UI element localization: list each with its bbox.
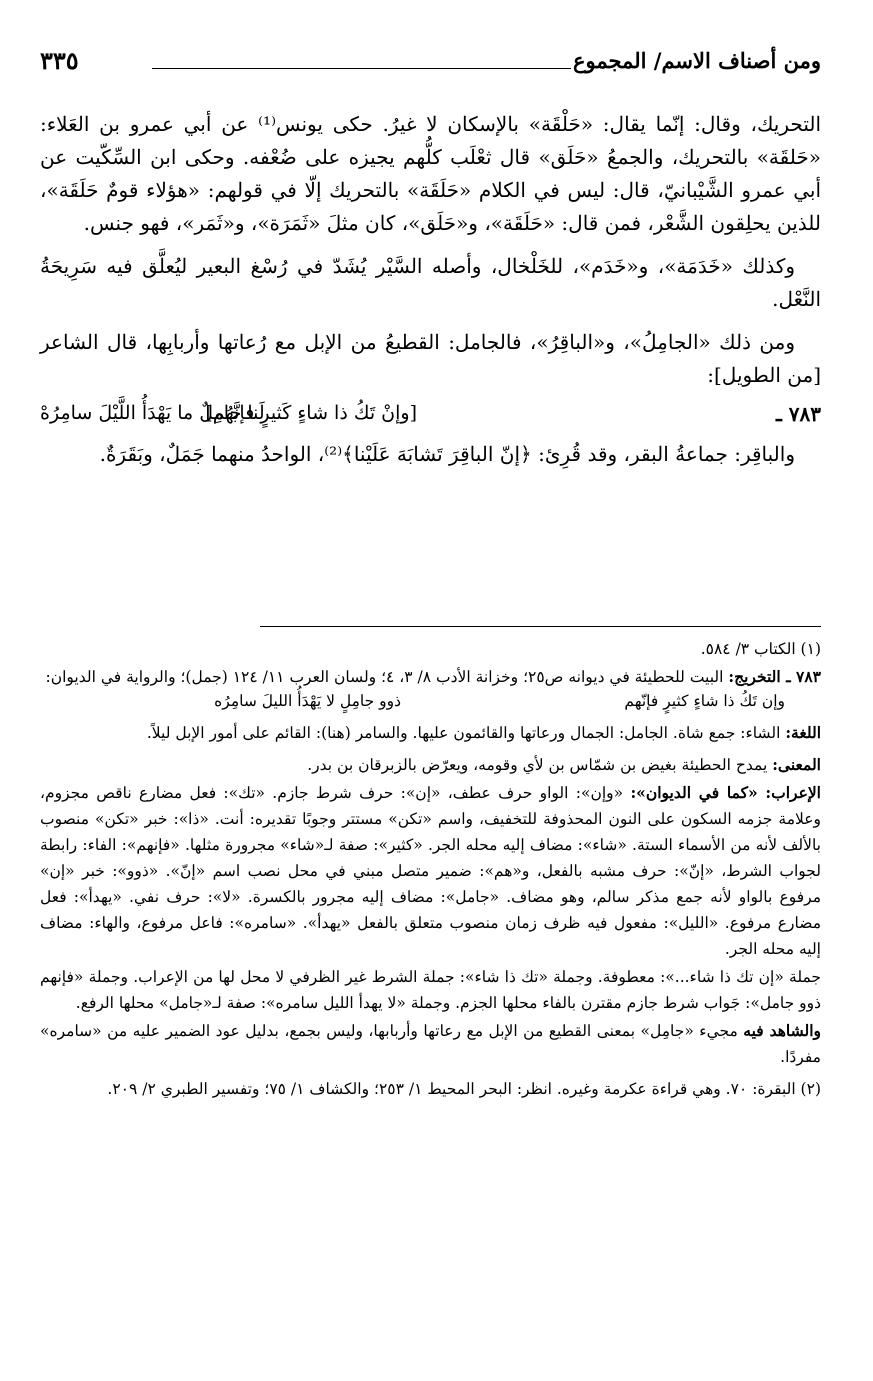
text-line: سَرِيحَةُ النَّعْل. bbox=[40, 254, 821, 311]
text-line: العَلاء: «حَلقَة» بالتحريك، والجمعُ «حَلَق» قال ثعْلَب كلُّهم يجيزه على ضُعْفه. وحكى bbox=[40, 112, 821, 169]
irab-text: «وإن»: الواو حرف عطف، «إن»: حرف شرط جازم. «تك»: فعل مضارع ناقص مجزوم، وعلامة جزمه السكون على النون المحذوفة للتخفيف، واسم «تكن» مستتر وجوبًا تقديره: أنت. «ذا»: خبر «تكن» منصوب بالألف لأنه من الأسماء الستة. «شاء»: مضاف إليه محله الجر. «كثير»: صفة لـ«شاء» مجرورة مثلها. «فإنهم»: الفاء: رابطة لجواب الشرط، «إنّ»: حرف مشبه بالفعل، و«هم»: ضمير متصل مبني في محل نصب اسم «إنّ». «ذوو»: خبر «إن» مرفوع بالواو لأنه جمع مذكر سالم، وهو مضاف. «جامل»: مضاف إليه مجرور بالكسرة. «لا»: حرف نفي. «يهدأ»: فعل مضارع مرفوع. «الليل»: مفعول فيه ظرف زمان منصوب متعلق بالفعل «يهدأ». «سامره»: فاعل مرفوع، والهاء: مضاف إليه محله الجر. bbox=[40, 784, 821, 958]
text-line: قال الشاعر [من الطويل]: bbox=[40, 330, 821, 387]
footnote-1: (١) الكتاب ٣/ ٥٨٤. bbox=[700, 640, 821, 658]
poetry-verse bbox=[40, 402, 821, 438]
lugha-block bbox=[40, 720, 821, 746]
lugha-text: الشاء: جمع شاة. الجامل: الجمال ورعاتها والقائمون عليها. والسامر (هنا): القائم على أمور الإبل ليلاً. bbox=[146, 724, 781, 742]
irab-label: الإعراب: «كما في الديوان»: bbox=[630, 783, 821, 802]
text-line: التحريك، وقال: إنّما يقال: «حَلْقَة» بالإسكان لا غيرُ. حكى يونس⁽¹⁾ عن أبي عمرو بن bbox=[99, 112, 822, 136]
paragraph-4 bbox=[40, 438, 821, 471]
footnotes bbox=[40, 636, 821, 1104]
text-line: جَمَلٌ، وبَقَرَةٌ. bbox=[99, 442, 205, 466]
header-rule bbox=[152, 68, 571, 69]
jumal-block: جملة «إن تك ذا شاء...»: معطوفة. وجملة «تك ذا شاء»: جملة الشرط غير الظرفي لا محل لها من الإعراب. وجملة «فإنهم ذوو جامل»: جَواب شرط جازم مقترن بالفاء محلها الجزم. وجملة «لا يهدأ الليل سامره»: صفة لـ«جامل» محلها الرفع. bbox=[40, 968, 821, 1012]
shahid-label: والشاهد فيه bbox=[743, 1021, 821, 1040]
verse-hemistich-first: [وإنْ تَكُ ذا شاءٍ كَثيرٍ فإنَّهُم] bbox=[205, 402, 417, 424]
irab-block bbox=[40, 780, 821, 962]
running-header bbox=[40, 46, 821, 82]
text-line: وكذلك «خَدَمَة»، و«خَدَم»، للخَلْخال، وأصله السَّيْر يُشَدّ في رُسْغ البعير ليُعلَّق فيه bbox=[106, 254, 796, 278]
text-line: ابن السِّكّيت عن أبي عمرو الشَّيْبانيّ، قال: ليس في الكلام «حَلَقَة» بالتحريك إلّا في bbox=[40, 145, 822, 202]
takhrij-text: البيت للحطيئة في ديوانه ص٢٥؛ وخزانة الأدب ٨/ ٣، ٤؛ ولسان العرب ١١/ ١٢٤ (جمل)؛ والرواية في الديوان: bbox=[45, 668, 724, 686]
diwan-verse bbox=[40, 692, 821, 720]
page-number: ٣٣٥ bbox=[40, 46, 79, 75]
paragraph-3 bbox=[40, 326, 821, 392]
verse-number: ٧٨٣ ـ bbox=[775, 402, 821, 426]
shahid-block bbox=[40, 1018, 821, 1070]
text-line: ومن ذلك «الجامِلُ»، و«الباقِرُ»، فالجامل: القطيعُ من الإبل مع رُعاتها وأربابِها، bbox=[145, 330, 795, 354]
takhrij-block bbox=[40, 664, 821, 690]
mana-text: يمدح الحطيئة بغيض بن شمّاس بن لأي وقومه، ويعرّض بالزبرقان بن بدر. bbox=[307, 756, 768, 774]
diwan-hemistich-second: ذوو جامِلٍ لا يَهْدَأُ الليلَ سامِرُه bbox=[214, 692, 401, 710]
mana-label: المعنى: bbox=[772, 755, 821, 774]
text-line: مثلَ «ثَمَرَة»، و«ثَمَر»، فهو جنس. bbox=[83, 211, 359, 235]
text-line: قولهم: «هؤلاء قومٌ حَلَقَة»، للذين يحلِقون الشَّعْر، فمن قال: «حَلَقَة»، و«حَلَق»، كان bbox=[40, 178, 821, 235]
paragraph-2 bbox=[40, 250, 821, 316]
mana-block bbox=[40, 752, 821, 778]
shahid-text: مجيء «جامِل» بمعنى القطيع من الإبل مع رعاتها وأربابها، وليس بجمع، بدليل عود الضمير عليه من «سامره» مفردًا. bbox=[40, 1022, 821, 1066]
running-title: ومن أصناف الاسم/ المجموع bbox=[573, 48, 821, 73]
main-text bbox=[40, 108, 821, 481]
takhrij-label: ٧٨٣ ـ التخريج: bbox=[728, 667, 821, 686]
paragraph-1 bbox=[40, 108, 821, 240]
verse-hemistich-second: لَنا جامِلٌ ما يَهْدَأُ اللَّيْلَ سامِرُهْ bbox=[40, 402, 265, 424]
footnote-2: (٢) البقرة: ٧٠. وهي قراءة عكرمة وغيره. انظر: البحر المحيط ١/ ٢٥٣؛ والكشاف ١/ ٧٥؛ وتفسير الطبري ٢/ ٢٠٩. bbox=[107, 1080, 821, 1098]
lugha-label: اللغة: bbox=[785, 723, 821, 742]
diwan-hemistich-first: وإن تَكُ ذا شاءٍ كثيرٍ فإنّهم bbox=[624, 692, 785, 710]
text-line: والباقِر: جماعةُ البقر، وقد قُرِئ: ﴿إنّ الباقِرَ تَشابَهَ عَلَيْنا﴾⁽²⁾، الواحدُ منهما bbox=[211, 442, 795, 466]
footnote-separator bbox=[260, 626, 821, 627]
